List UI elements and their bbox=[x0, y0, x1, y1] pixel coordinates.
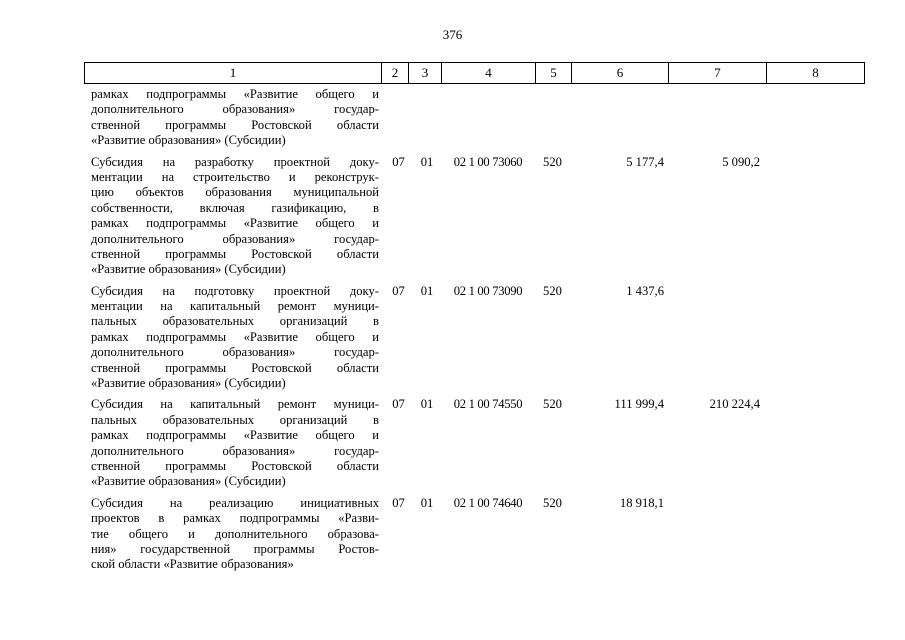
description-line: ственной программы Ростовской области bbox=[91, 246, 379, 261]
description-line: Субсидия на реализацию инициативных bbox=[91, 495, 379, 510]
section-code: 07 bbox=[392, 397, 405, 412]
table-row bbox=[84, 284, 865, 392]
table-row bbox=[84, 496, 865, 573]
row-description bbox=[91, 284, 379, 392]
amount-col-6: 5 177,4 bbox=[626, 154, 664, 169]
description-line: проектов в рамках подпрограммы «Разви- bbox=[91, 511, 379, 526]
description-line: ственной программы Ростовской области bbox=[91, 360, 379, 375]
description-line: собственности, включая газификацию, в bbox=[91, 200, 379, 215]
description-line: пальных образовательных организаций в bbox=[91, 314, 379, 329]
description-line: «Развитие образования» (Субсидии) bbox=[91, 133, 286, 148]
description-line: пальных образовательных организаций в bbox=[91, 412, 379, 427]
row-description bbox=[91, 397, 379, 489]
target-article-code: 02 1 00 73060 bbox=[453, 154, 523, 169]
expense-type-code: 520 bbox=[543, 397, 562, 412]
description-line: дополнительного образования» государ- bbox=[91, 102, 379, 117]
section-code: 07 bbox=[392, 283, 405, 298]
table-body bbox=[84, 87, 865, 579]
expense-type-code: 520 bbox=[543, 495, 562, 510]
header-col-7: 7 bbox=[668, 63, 766, 83]
table-row bbox=[84, 155, 865, 278]
target-article-code: 02 1 00 74550 bbox=[453, 397, 523, 412]
description-line: «Развитие образования» (Субсидии) bbox=[91, 474, 286, 489]
header-col-3: 3 bbox=[408, 63, 441, 83]
description-line: ния» государственной программы Ростов- bbox=[91, 541, 379, 556]
header-col-5: 5 bbox=[535, 63, 571, 83]
header-col-8: 8 bbox=[766, 63, 864, 83]
header-col-1: 1 bbox=[229, 65, 237, 80]
description-line: Субсидия на разработку проектной доку- bbox=[91, 154, 379, 169]
header-col-6: 6 bbox=[571, 63, 668, 83]
header-col-2: 2 bbox=[381, 63, 408, 83]
subsection-code: 01 bbox=[420, 397, 434, 412]
table-header bbox=[84, 62, 865, 84]
expense-type-code: 520 bbox=[543, 283, 562, 298]
description-line: дополнительного образования» государ- bbox=[91, 231, 379, 246]
amount-col-6: 1 437,6 bbox=[626, 283, 664, 298]
amount-col-7: 5 090,2 bbox=[722, 154, 760, 169]
description-line: Субсидия на подготовку проектной доку- bbox=[91, 283, 379, 298]
description-line: цию объектов образования муниципальной bbox=[91, 185, 379, 200]
description-line: рамках подпрограммы «Развитие общего и bbox=[91, 87, 379, 101]
amount-col-6: 111 999,4 bbox=[614, 397, 664, 412]
amount-col-6: 18 918,1 bbox=[619, 495, 664, 510]
page-number: 376 bbox=[442, 27, 463, 42]
description-line: ментации на капитальный ремонт муници- bbox=[91, 299, 379, 314]
description-line: рамках подпрограммы «Развитие общего и bbox=[91, 329, 379, 344]
description-line: рамках подпрограммы «Развитие общего и bbox=[91, 428, 379, 443]
description-line: «Развитие образования» (Субсидии) bbox=[91, 376, 286, 391]
row-description bbox=[91, 87, 379, 149]
section-code: 07 bbox=[392, 495, 405, 510]
description-line: рамках подпрограммы «Развитие общего и bbox=[91, 216, 379, 231]
table-row bbox=[84, 397, 865, 489]
expense-type-code: 520 bbox=[543, 154, 562, 169]
header-col-4: 4 bbox=[441, 63, 535, 83]
description-line: дополнительного образования» государ- bbox=[91, 443, 379, 458]
subsection-code: 01 bbox=[420, 154, 434, 169]
description-line: «Развитие образования» (Субсидии) bbox=[91, 262, 286, 277]
subsection-code: 01 bbox=[420, 495, 434, 510]
target-article-code: 02 1 00 73090 bbox=[453, 283, 523, 298]
description-line: ской области «Развитие образования» bbox=[91, 557, 294, 572]
row-description bbox=[91, 155, 379, 278]
description-line: ственной программы Ростовской области bbox=[91, 458, 379, 473]
subsection-code: 01 bbox=[420, 283, 434, 298]
description-line: ственной программы Ростовской области bbox=[91, 117, 379, 132]
row-description bbox=[91, 496, 379, 573]
amount-col-7: 210 224,4 bbox=[709, 397, 760, 412]
description-line: дополнительного образования» государ- bbox=[91, 345, 379, 360]
description-line: тие общего и дополнительного образова- bbox=[91, 526, 379, 541]
table-row bbox=[84, 87, 865, 149]
target-article-code: 02 1 00 74640 bbox=[453, 495, 523, 510]
description-line: ментации на строительство и реконструк- bbox=[91, 169, 379, 184]
description-line: Субсидия на капитальный ремонт муници- bbox=[91, 397, 379, 412]
section-code: 07 bbox=[392, 154, 405, 169]
